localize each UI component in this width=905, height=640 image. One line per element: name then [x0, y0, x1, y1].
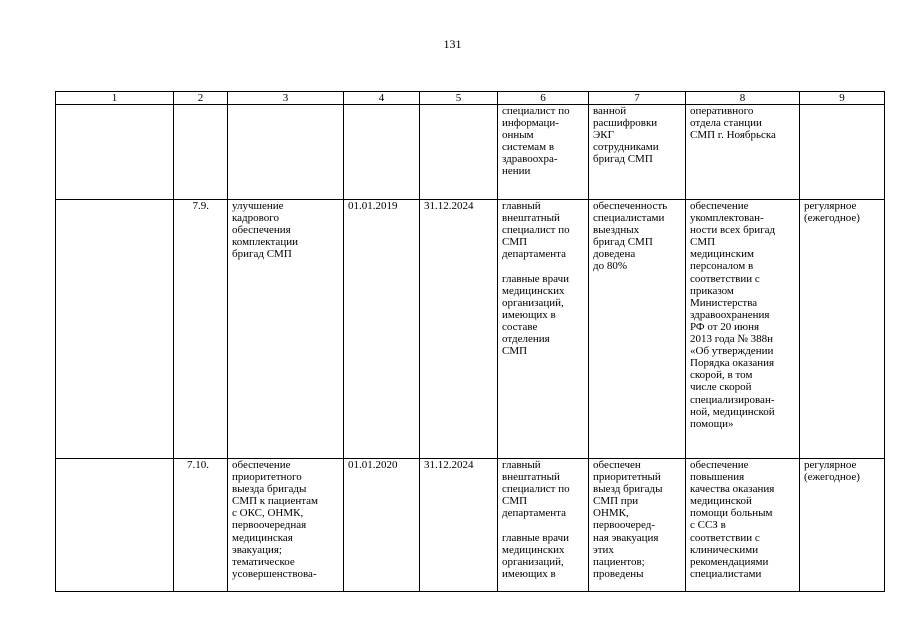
- column-header: 1: [56, 92, 174, 105]
- page-number: 131: [443, 37, 462, 51]
- column-header: 4: [344, 92, 420, 105]
- table-cell: 31.12.2024: [420, 459, 498, 592]
- column-header: 2: [174, 92, 228, 105]
- table-cell: обеспечение повышения качества оказания медицинской помощи больным с ССЗ в соответствии с клиническими рекомендациями специалистами: [686, 459, 800, 592]
- table-cell: специалист по информаци- онным системам в здравоохра- нении: [498, 105, 589, 200]
- table-cell: [174, 105, 228, 200]
- table-cell: [56, 105, 174, 200]
- table-cell: 01.01.2020: [344, 459, 420, 592]
- column-header: 5: [420, 92, 498, 105]
- table-cell: [344, 105, 420, 200]
- table-cell: регулярное (ежегодное): [800, 459, 885, 592]
- table-row: [56, 459, 885, 592]
- column-header: 9: [800, 92, 885, 105]
- table-cell: ванной расшифровки ЭКГ сотрудниками бригад СМП: [589, 105, 686, 200]
- table-cell: регулярное (ежегодное): [800, 200, 885, 459]
- table-row: [56, 105, 885, 200]
- column-header: 6: [498, 92, 589, 105]
- table-cell: обеспечение укомплектован- ности всех бригад СМП медицинским персоналом в соответствии с приказом Министерства здравоохранения РФ от 20 июня 2013 года № 388н «Об утверждении Порядка оказания скорой, в том числе скорой специализирован- ной, медицинской помощи»: [686, 200, 800, 459]
- table-cell: главный внештатный специалист по СМП департамента главные врачи медицинских организаций, имеющих в: [498, 459, 589, 592]
- table-cell: [228, 105, 344, 200]
- table-cell: [56, 459, 174, 592]
- header-row: [56, 92, 885, 105]
- table-cell: 31.12.2024: [420, 200, 498, 459]
- table-cell: 7.9.: [174, 200, 228, 459]
- table-cell: обеспечение приоритетного выезда бригады СМП к пациентам с ОКС, ОНМК, первоочередная медицинская эвакуация; тематическое усовершенствова-: [228, 459, 344, 592]
- table-cell: 7.10.: [174, 459, 228, 592]
- column-header: 7: [589, 92, 686, 105]
- plan-table: [55, 91, 885, 592]
- table-cell: оперативного отдела станции СМП г. Ноябрьска: [686, 105, 800, 200]
- table-cell: 01.01.2019: [344, 200, 420, 459]
- column-header: 8: [686, 92, 800, 105]
- table-cell: улучшение кадрового обеспечения комплектации бригад СМП: [228, 200, 344, 459]
- column-header: 3: [228, 92, 344, 105]
- table-cell: [420, 105, 498, 200]
- table-cell: главный внештатный специалист по СМП департамента главные врачи медицинских организаций, имеющих в составе отделения СМП: [498, 200, 589, 459]
- table-cell: обеспечен приоритетный выезд бригады СМП при ОНМК, первоочеред- ная эвакуация этих пациентов; проведены: [589, 459, 686, 592]
- table-row: [56, 200, 885, 459]
- table-cell: обеспеченность специалистами выездных бригад СМП доведена до 80%: [589, 200, 686, 459]
- table-cell: [800, 105, 885, 200]
- table-cell: [56, 200, 174, 459]
